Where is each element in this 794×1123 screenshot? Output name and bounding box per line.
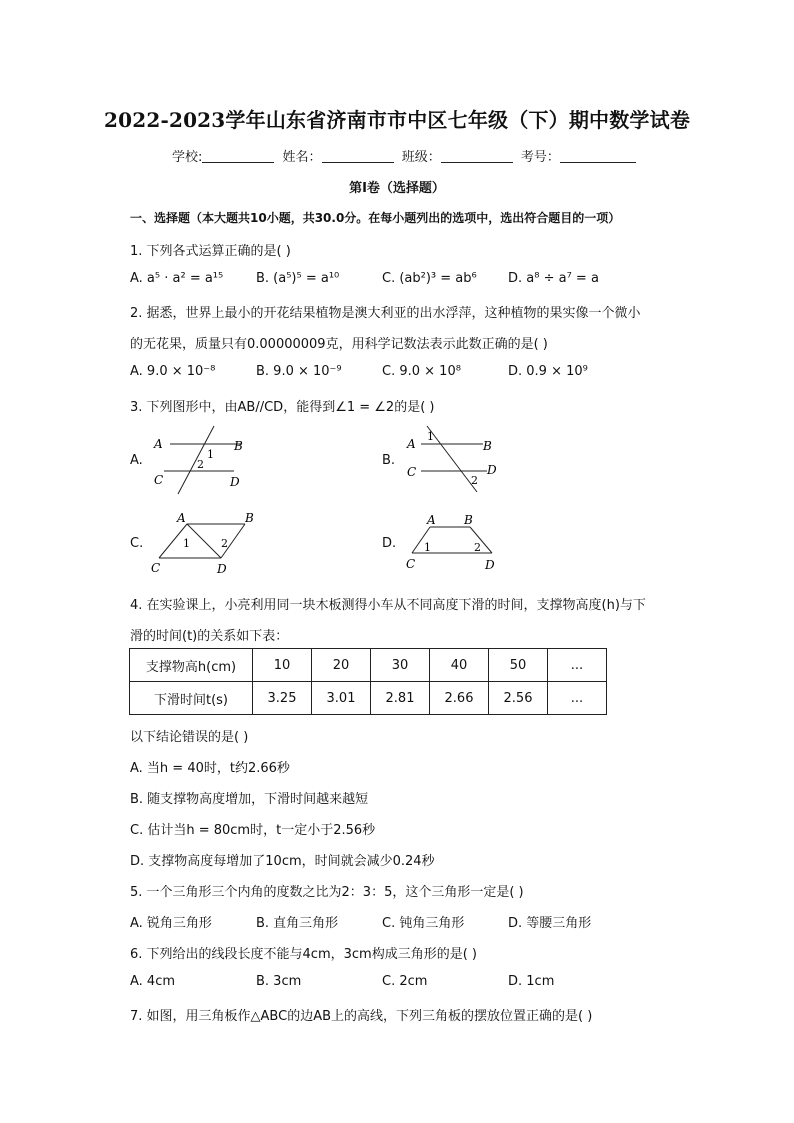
fig-d-label-c: C bbox=[406, 557, 416, 571]
exam-no-blank[interactable] bbox=[560, 148, 636, 163]
table-row bbox=[130, 649, 607, 682]
fig-a-label-c: C bbox=[154, 473, 164, 487]
table-cell: 2.81 bbox=[371, 682, 430, 715]
q6-option-c[interactable]: C. 2cm bbox=[382, 974, 428, 989]
fig-b-label-d: D bbox=[487, 463, 497, 477]
table-cell: 40 bbox=[430, 649, 489, 682]
fig-a-angle-1: 1 bbox=[207, 448, 214, 461]
q1-option-a[interactable]: A. a⁵ · a² = a¹⁵ bbox=[130, 271, 224, 286]
fig-a-label-a: A bbox=[154, 437, 163, 451]
fig-c-label-c: C bbox=[151, 561, 161, 575]
q2-option-a[interactable]: A. 9.0 × 10⁻⁸ bbox=[130, 364, 216, 379]
q4-stem-line1: 4. 在实验课上，小亮利用同一块木板测得小车从不同高度下滑的时间，支撑物高度(h)与下 bbox=[130, 598, 646, 613]
fig-b-label-a: A bbox=[407, 437, 416, 451]
q4-data-table bbox=[129, 648, 607, 715]
table-cell: 10 bbox=[253, 649, 312, 682]
class-blank[interactable] bbox=[441, 148, 513, 163]
fig-c-label-b: B bbox=[245, 511, 254, 525]
q5-option-b[interactable]: B. 直角三角形 bbox=[256, 916, 339, 931]
q3-figure-d bbox=[400, 510, 510, 578]
q2-stem-line2: 的无花果，质量只有0.0000000​9克，用科学记数法表示此数正确的是( ) bbox=[130, 337, 548, 352]
q4-stem-line2: 滑的时间(t)的关系如下表： bbox=[130, 629, 289, 644]
q6-option-d[interactable]: D. 1cm bbox=[508, 974, 555, 989]
fig-b-label-c: C bbox=[407, 465, 417, 479]
class-label: 班级： bbox=[401, 150, 441, 165]
q2-option-b[interactable]: B. 9.0 × 10⁻⁹ bbox=[256, 364, 342, 379]
part-heading: 一、选择题（本大题共10小题，共30.0分。在每小题列出的选项中，选出符合题目的一项） bbox=[130, 211, 621, 225]
exam-no-label: 考号： bbox=[520, 150, 560, 165]
name-label: 姓名： bbox=[282, 150, 322, 165]
table-cell: 3.25 bbox=[253, 682, 312, 715]
q6-option-a[interactable]: A. 4cm bbox=[130, 974, 176, 989]
q4-option-c[interactable]: C. 估计当h = 80cm时，t一定小于2.56秒 bbox=[130, 823, 376, 838]
q3-stem: 3. 下列图形中，由AB//CD，能得到∠1 = ∠2的是( ) bbox=[130, 400, 435, 415]
q4-option-a[interactable]: A. 当h = 40时，t约2.66秒 bbox=[130, 761, 290, 776]
table-cell: 2.66 bbox=[430, 682, 489, 715]
fig-c-angle-1: 1 bbox=[183, 537, 190, 550]
q4-option-b[interactable]: B. 随支撑物高度增加，下滑时间越来越短 bbox=[130, 792, 369, 807]
school-label: 学校: bbox=[172, 150, 203, 165]
fig-a-label-d: D bbox=[230, 475, 240, 489]
q6-option-b[interactable]: B. 3cm bbox=[256, 974, 302, 989]
table-cell: 3.01 bbox=[312, 682, 371, 715]
table-cell: 2.56 bbox=[489, 682, 548, 715]
fig-a-angle-2: 2 bbox=[197, 458, 204, 471]
school-blank[interactable] bbox=[202, 148, 274, 163]
q6-stem: 6. 下列给出的线段长度不能与4cm，3cm构成三角形的是( ) bbox=[130, 947, 477, 962]
student-info bbox=[172, 146, 640, 165]
q3-figure-b bbox=[405, 424, 515, 496]
q1-option-d[interactable]: D. a⁸ ÷ a⁷ = a bbox=[508, 271, 599, 286]
q3-option-a[interactable]: A. bbox=[130, 453, 143, 468]
q3-figure-c bbox=[145, 510, 270, 578]
q4-option-d[interactable]: D. 支撑物高度每增加了10cm，时间就会减少0.24秒 bbox=[130, 854, 435, 869]
fig-d-label-b: B bbox=[464, 513, 473, 527]
table-row bbox=[130, 682, 607, 715]
q4-ask: 以下结论错误的是( ) bbox=[130, 730, 249, 745]
q3-option-c[interactable]: C. bbox=[130, 536, 144, 551]
q3-option-d[interactable]: D. bbox=[382, 536, 397, 551]
q5-option-c[interactable]: C. 钝角三角形 bbox=[382, 916, 465, 931]
table-cell: 50 bbox=[489, 649, 548, 682]
fig-d-label-d: D bbox=[485, 558, 495, 572]
q2-option-d[interactable]: D. 0.9 × 10⁹ bbox=[508, 364, 588, 379]
q3-figure-a bbox=[150, 424, 260, 496]
name-blank[interactable] bbox=[322, 148, 394, 163]
q5-option-a[interactable]: A. 锐角三角形 bbox=[130, 916, 212, 931]
q1-option-c[interactable]: C. (ab²)³ = ab⁶ bbox=[382, 271, 477, 286]
q3-option-b[interactable]: B. bbox=[382, 453, 396, 468]
fig-c-label-d: D bbox=[217, 562, 227, 576]
q1-stem: 1. 下列各式运算正确的是( ) bbox=[130, 244, 291, 259]
fig-d-label-a: A bbox=[427, 513, 436, 527]
fig-c-angle-2: 2 bbox=[221, 537, 228, 550]
fig-b-angle-1: 1 bbox=[427, 430, 434, 443]
table-cell: ... bbox=[548, 649, 607, 682]
fig-d-angle-1: 1 bbox=[424, 541, 431, 554]
fig-d-angle-2: 2 bbox=[474, 541, 481, 554]
fig-b-angle-2: 2 bbox=[471, 474, 478, 487]
table-cell: 下滑时间t(s) bbox=[130, 682, 253, 715]
fig-b-label-b: B bbox=[483, 439, 492, 453]
table-cell: 支撑物高h(cm) bbox=[130, 649, 253, 682]
fig-c-label-a: A bbox=[177, 511, 186, 525]
q7-stem: 7. 如图，用三角板作△ABC的边AB上的高线，下列三角板的摆放位置正确的是( ) bbox=[130, 1009, 593, 1024]
page-title: 2022-2023学年山东省济南市市中区七年级（下）期中数学试卷 bbox=[103, 108, 691, 132]
q1-option-b[interactable]: B. (a⁵)⁵ = a¹⁰ bbox=[256, 271, 340, 286]
fig-a-label-b: B bbox=[234, 439, 243, 453]
q2-option-c[interactable]: C. 9.0 × 10⁸ bbox=[382, 364, 461, 379]
q5-stem: 5. 一个三角形三个内角的度数之比为2：3：5，这个三角形一定是( ) bbox=[130, 885, 524, 900]
section-heading: 第I卷（选择题） bbox=[349, 181, 445, 196]
table-cell: ... bbox=[548, 682, 607, 715]
q2-stem-line1: 2. 据悉，世界上最小的开花结果植物是澳大利亚的出水浮萍，这种植物的果实像一个微小 bbox=[130, 306, 641, 321]
table-cell: 20 bbox=[312, 649, 371, 682]
table-cell: 30 bbox=[371, 649, 430, 682]
q5-option-d[interactable]: D. 等腰三角形 bbox=[508, 916, 592, 931]
